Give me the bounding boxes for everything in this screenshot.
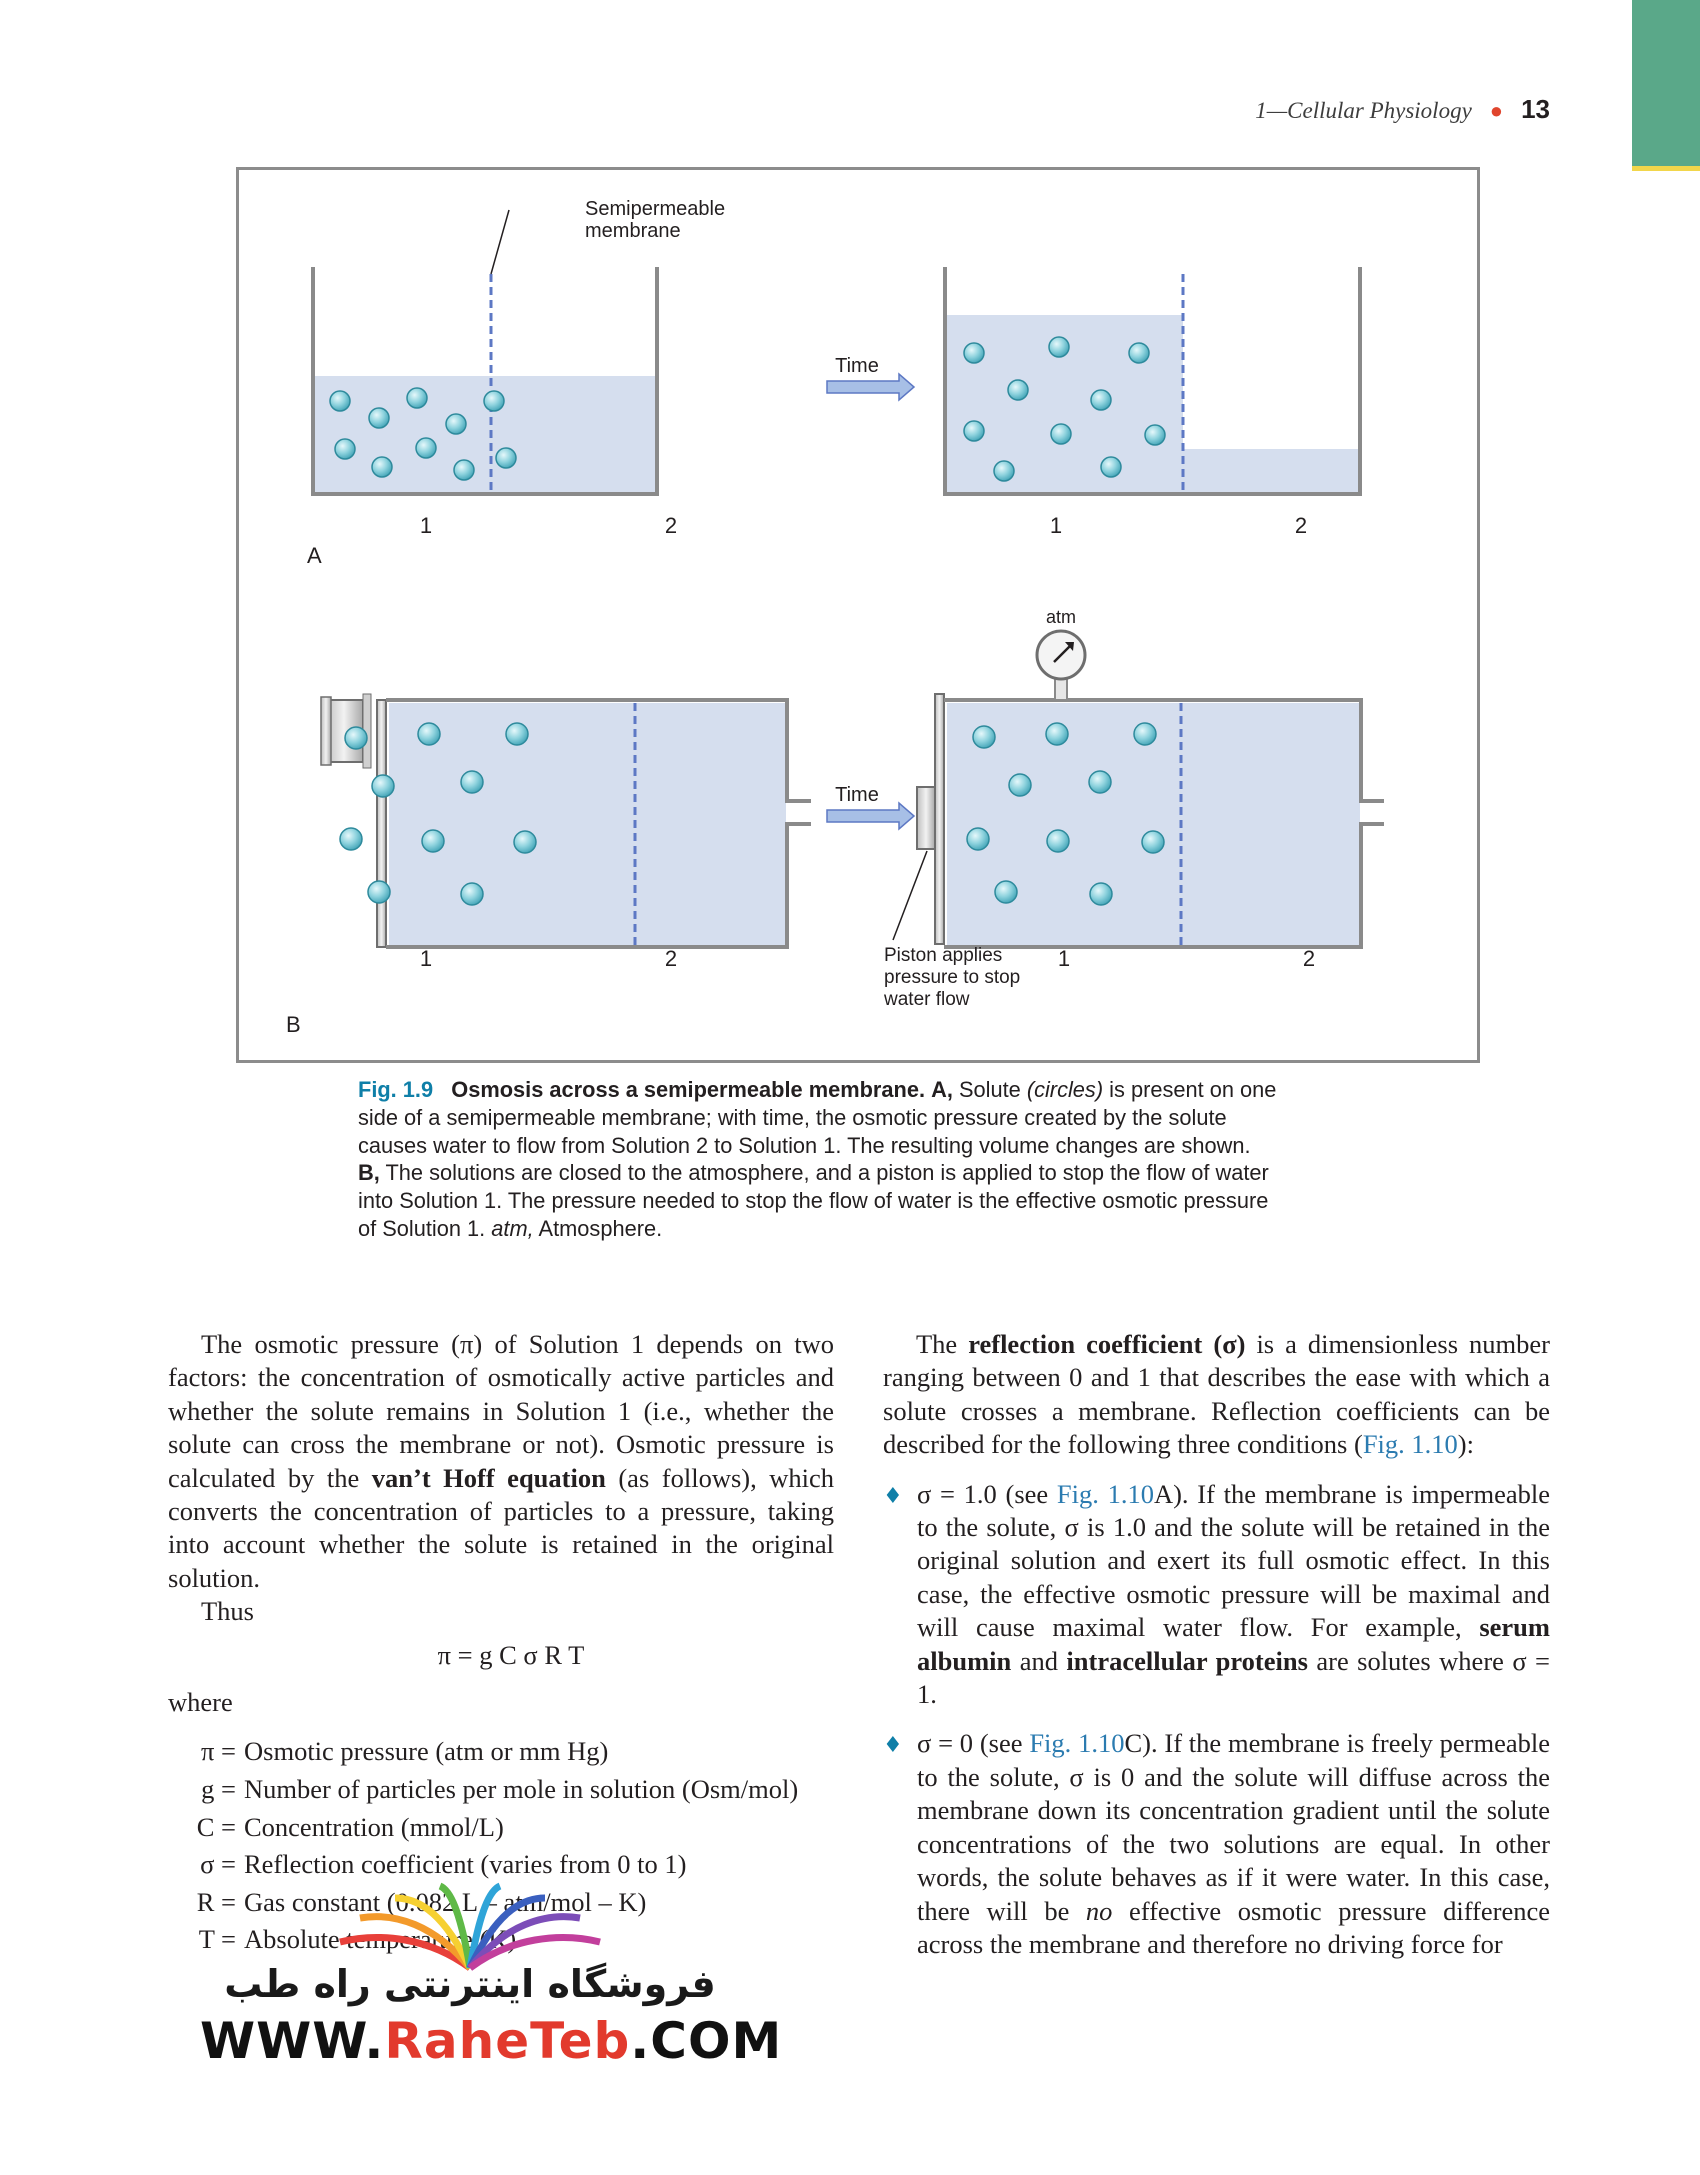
caption-text: of Solution 1.	[358, 1215, 492, 1241]
solute-particle	[994, 461, 1014, 481]
piston-label-leader	[893, 851, 927, 940]
paragraph-where: where	[168, 1687, 233, 1718]
caption-italic: (circles)	[1026, 1077, 1104, 1102]
solute-particle	[416, 438, 436, 458]
vant-hoff-equation: π = g C σ R T	[437, 1639, 585, 1670]
definition-item	[168, 1809, 834, 1847]
solute-particle	[1142, 831, 1164, 853]
page-number: 13	[1521, 94, 1550, 124]
solute-particle	[1090, 883, 1112, 905]
fluid-region	[1183, 449, 1361, 494]
panel-b-chamber-before	[321, 694, 811, 947]
url-brand: RaheTeb	[384, 2012, 631, 2070]
piston-label-line2: pressure to stop	[884, 967, 1021, 988]
caption-text: Atmosphere.	[533, 1215, 663, 1241]
solute-particle	[1046, 723, 1068, 745]
paragraph-text: is a dimensionless number ranging between 0 and 1 that describes the ease with which a solute crosses a membrane. Reflection coefficients can be described for the following three conditions (	[883, 1329, 1550, 1460]
solute-particle	[1051, 424, 1071, 444]
definition-symbol: g =	[201, 1774, 236, 1805]
solute-particle	[1049, 337, 1069, 357]
solute-particle	[407, 388, 427, 408]
diamond-bullet-icon: ♦	[883, 1733, 903, 1759]
solute-particle	[1101, 457, 1121, 477]
panel-b-label: B	[286, 1012, 301, 1037]
solution-1-label: 1	[419, 946, 433, 971]
left-column	[168, 1328, 834, 1959]
membrane-label-leader	[491, 210, 509, 274]
term-vant-hoff: van’t Hoff equation	[371, 1462, 606, 1493]
caption-text: The solutions are closed to the atmosphere, and a piston is applied to stop the flow of water	[379, 1160, 1269, 1186]
definition-item	[168, 1846, 834, 1884]
solute-particle	[1008, 380, 1028, 400]
caption-line: causes water to flow from Solution 2 to Solution 1. The resulting volume changes are shown.	[358, 1132, 1251, 1158]
solute-particle	[345, 727, 367, 749]
solute-particle	[1129, 343, 1149, 363]
list-item	[883, 1478, 1550, 1712]
caption-abbrev: atm,	[491, 1215, 534, 1241]
condition-list	[883, 1478, 1550, 1962]
term-reflection-coefficient: reflection coefficient (σ)	[968, 1329, 1246, 1359]
solute-particle	[461, 883, 483, 905]
solute-particle	[372, 457, 392, 477]
piston-label-line1: Piston applies	[884, 945, 1003, 966]
watermark-url	[200, 2012, 783, 2070]
figure-number: Fig. 1.9	[358, 1077, 434, 1102]
solution-1-label: 1	[1057, 946, 1071, 971]
figure-caption	[358, 1076, 1348, 1243]
paragraph-text: ):	[1457, 1429, 1474, 1460]
definition-text: Absolute temperature (K)	[244, 1924, 517, 1955]
bullet-text: are solutes where σ = 1.	[917, 1645, 1550, 1710]
chapter-tab	[1632, 0, 1700, 166]
time-label-a: Time	[835, 355, 879, 377]
solute-particle	[330, 391, 350, 411]
panel-a-label: A	[307, 543, 322, 568]
solute-particle	[484, 391, 504, 411]
chapter-tab-stripe	[1632, 166, 1700, 171]
paragraph-thus: Thus	[201, 1596, 254, 1627]
time-arrow-icon	[827, 803, 914, 829]
caption-line: side of a semipermeable membrane; with time, the osmotic pressure created by the solute	[358, 1104, 1227, 1130]
panel-b-chamber-after	[917, 631, 1384, 947]
figure-link[interactable]: Fig. 1.10	[1056, 1478, 1154, 1509]
solution-2-label: 2	[664, 946, 678, 971]
caption-panel-a: A,	[931, 1077, 953, 1102]
solute-particle	[454, 460, 474, 480]
time-arrow-icon	[827, 374, 914, 400]
solute-particle	[1145, 425, 1165, 445]
paragraph-text: (as follows), which converts the concentration of particles to a pressure, taking into account whether the solute is retained in the original solution.	[168, 1462, 834, 1593]
solute-particle	[496, 448, 516, 468]
running-head	[1255, 94, 1550, 125]
panel-a-beaker-before	[313, 267, 658, 494]
paragraph-reflection-coefficient	[883, 1328, 1550, 1462]
solute-particle	[369, 408, 389, 428]
solution-2-label: 2	[1294, 513, 1308, 538]
solute-particle	[461, 771, 483, 793]
definition-item	[168, 1733, 834, 1771]
definition-symbol: σ =	[200, 1849, 236, 1880]
definition-text: Reflection coefficient (varies from 0 to 1)	[244, 1849, 687, 1880]
header-bullet-icon: ●	[1489, 98, 1504, 123]
figure-link[interactable]: Fig. 1.10	[1362, 1429, 1458, 1460]
solution-2-label: 2	[1302, 946, 1316, 971]
solute-particle	[368, 881, 390, 903]
paragraph-text: The osmotic pressure (π) of Solution 1 depends on two factors: the concentration of osmotically active particles and whether the solute remains in Solution 1 (i.e., whether the solute can cross the membrane or not). Osmotic pressure is calculated by the	[168, 1329, 834, 1493]
definition-item	[168, 1771, 834, 1809]
definition-symbol: C =	[196, 1811, 236, 1842]
solute-particle	[506, 723, 528, 745]
solute-particle	[372, 775, 394, 797]
definition-text: Concentration (mmol/L)	[244, 1811, 504, 1842]
membrane-label-line1: Semipermeable	[585, 198, 726, 220]
right-column	[883, 1328, 1550, 1977]
solute-particle	[1091, 390, 1111, 410]
solution-1-label: 1	[1049, 513, 1063, 538]
solution-1-label: 1	[419, 513, 433, 538]
gauge-label: atm	[1045, 607, 1077, 627]
list-item	[883, 1727, 1550, 1961]
piston-label-line3: water flow	[884, 989, 970, 1010]
paragraph-osmotic-pressure	[168, 1328, 834, 1595]
paragraph-text: The	[916, 1329, 969, 1359]
solute-particle	[1089, 771, 1111, 793]
figure-1-9	[236, 167, 1480, 1063]
url-prefix: WWW.	[200, 2012, 385, 2070]
bullet-text: σ = 1.0 (see	[917, 1478, 1057, 1509]
solute-particle	[418, 723, 440, 745]
time-label-b: Time	[835, 784, 879, 806]
solute-particle	[1134, 723, 1156, 745]
definition-symbol: R =	[196, 1886, 236, 1917]
definition-text: Number of particles per mole in solution (Osm/mol)	[244, 1774, 799, 1805]
caption-text: Solute	[952, 1077, 1027, 1102]
caption-text: is present on one	[1103, 1077, 1277, 1102]
solute-particle	[973, 726, 995, 748]
bullet-text: C). If the membrane is freely permeable to the solute, σ is 0 and the solute will diffuse across the membrane down its concentration gradient until the solute concentrations of the two solutions are equal. In other words, the solute behaves as if it were water. In this case, there will be	[917, 1728, 1550, 1926]
solute-particle	[514, 831, 536, 853]
watermark	[200, 1880, 783, 2070]
url-suffix: .COM	[630, 2012, 783, 2070]
definition-text: Gas constant (0.082 L – atm/mol – K)	[244, 1886, 647, 1917]
figure-link[interactable]: Fig. 1.10	[1029, 1728, 1125, 1759]
solute-particle	[340, 828, 362, 850]
solution-2-label: 2	[664, 513, 678, 538]
solute-particle	[422, 830, 444, 852]
watermark-persian-text: فروشگاه اینترنتی راه طب	[224, 1962, 716, 2006]
term-serum-albumin: serum albumin	[917, 1612, 1550, 1676]
bullet-text: A). If the membrane is impermeable to the solute, σ is 1.0 and the solute will be retained in the original solution and exert its full osmotic effect. In this case, the effective osmotic pressure will be maximal and will cause maximal water flow. For example,	[917, 1478, 1550, 1643]
panel-a-beaker-after	[945, 267, 1361, 494]
solute-particle	[995, 881, 1017, 903]
figure-title: Osmosis across a semipermeable membrane.	[451, 1077, 926, 1102]
diamond-bullet-icon: ♦	[883, 1483, 903, 1509]
membrane-label-line2: membrane	[585, 220, 681, 242]
caption-line: into Solution 1. The pressure needed to stop the flow of water is the effective osmotic pressure	[358, 1188, 1269, 1214]
piston-rim	[321, 697, 331, 765]
piston-handle	[917, 787, 935, 849]
solute-particle	[1009, 774, 1031, 796]
term-intracellular-proteins: intracellular proteins	[1066, 1645, 1308, 1676]
definition-symbol: π =	[201, 1736, 236, 1767]
bullet-text: and	[1011, 1645, 1067, 1676]
solute-particle	[1047, 830, 1069, 852]
piston-plate	[377, 700, 386, 947]
bullet-text: σ = 0 (see	[917, 1728, 1030, 1759]
solute-particle	[446, 414, 466, 434]
piston-plate	[935, 694, 944, 944]
fluid-region	[389, 703, 786, 945]
definition-symbol: T =	[198, 1924, 236, 1955]
solute-particle	[964, 343, 984, 363]
solute-particle	[335, 439, 355, 459]
bullet-text: effective osmotic pressure difference across the membrane and therefore no driving force for	[917, 1895, 1550, 1959]
solute-particle	[964, 421, 984, 441]
solute-particle	[967, 828, 989, 850]
emphasis-no: no	[1085, 1895, 1113, 1926]
chapter-title: 1—Cellular Physiology	[1255, 98, 1472, 123]
definition-text: Osmotic pressure (atm or mm Hg)	[244, 1736, 609, 1767]
caption-panel-b: B,	[358, 1160, 380, 1186]
osmosis-diagram	[239, 170, 1477, 1060]
